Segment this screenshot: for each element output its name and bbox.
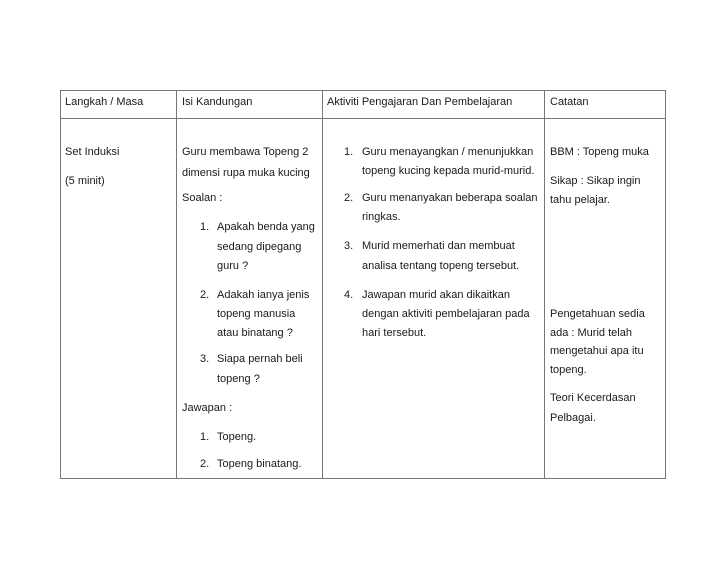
question-1-line-2: sedang dipegang [217, 241, 302, 253]
activity-4-line-1: Jawapan murid akan dikaitkan [362, 289, 510, 301]
question-3-number: 3. [200, 353, 210, 365]
activity-2-number: 2. [344, 192, 354, 204]
question-1-number: 1. [200, 221, 210, 233]
header-isi: Isi Kandungan [182, 96, 253, 108]
content-intro-line-1: Guru membawa Topeng 2 [182, 146, 309, 158]
note-pengetahuan-line-1: Pengetahuan sedia [550, 308, 645, 320]
note-sikap-line-2: tahu pelajar. [550, 194, 610, 206]
activity-1-line-1: Guru menayangkan / menunjukkan [362, 146, 534, 158]
question-1-line-3: guru ? [217, 260, 249, 272]
answer-2: Topeng binatang. [217, 458, 302, 470]
question-3-line-2: topeng ? [217, 373, 260, 385]
note-pengetahuan-line-2: ada : Murid telah [550, 327, 632, 339]
activity-3-line-1: Murid memerhati dan membuat [362, 240, 515, 252]
answer-1-number: 1. [200, 431, 210, 443]
column-divider-1 [176, 90, 177, 479]
column-divider-2 [322, 90, 323, 479]
question-2-line-1: Adakah ianya jenis [217, 289, 310, 301]
note-sikap-line-1: Sikap : Sikap ingin [550, 175, 641, 187]
activity-3-number: 3. [344, 240, 354, 252]
activity-1-line-2: topeng kucing kepada murid-murid. [362, 165, 535, 177]
activity-4-line-3: hari tersebut. [362, 327, 427, 339]
question-2-number: 2. [200, 289, 210, 301]
note-pengetahuan-line-3: mengetahui apa itu [550, 345, 644, 357]
question-2-line-3: atau binatang ? [217, 327, 293, 339]
question-1-line-1: Apakah benda yang [217, 221, 315, 233]
note-teori-line-2: Pelbagai. [550, 412, 596, 424]
activity-4-number: 4. [344, 289, 354, 301]
stage-duration: (5 minit) [65, 175, 105, 187]
stage-name: Set Induksi [65, 146, 120, 158]
jawapan-label: Jawapan : [182, 402, 233, 414]
header-aktiviti: Aktiviti Pengajaran Dan Pembelajaran [327, 96, 513, 108]
soalan-label: Soalan : [182, 192, 223, 204]
activity-2-line-2: ringkas. [362, 211, 401, 223]
header-divider [60, 118, 666, 119]
header-langkah: Langkah / Masa [65, 96, 144, 108]
note-pengetahuan-line-4: topeng. [550, 364, 587, 376]
question-2-line-2: topeng manusia [217, 308, 296, 320]
activity-2-line-1: Guru menanyakan beberapa soalan [362, 192, 538, 204]
header-catatan: Catatan [550, 96, 589, 108]
answer-2-number: 2. [200, 458, 210, 470]
note-bbm: BBM : Topeng muka [550, 146, 649, 158]
note-teori-line-1: Teori Kecerdasan [550, 392, 636, 404]
content-intro-line-2: dimensi rupa muka kucing [182, 167, 310, 179]
activity-4-line-2: dengan aktiviti pembelajaran pada [362, 308, 530, 320]
activity-1-number: 1. [344, 146, 354, 158]
answer-1: Topeng. [217, 431, 257, 443]
question-3-line-1: Siapa pernah beli [217, 353, 303, 365]
column-divider-3 [544, 90, 545, 479]
activity-3-line-2: analisa tentang topeng tersebut. [362, 260, 520, 272]
